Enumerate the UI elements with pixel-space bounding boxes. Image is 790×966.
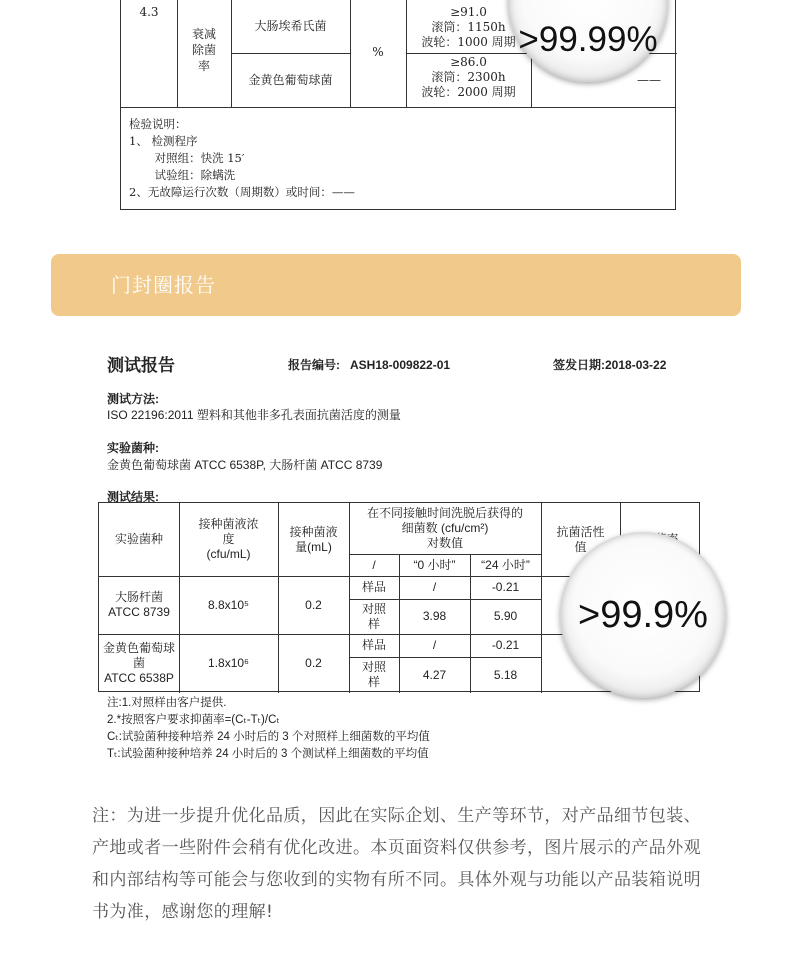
strain-label: 实验菌种: (107, 441, 159, 455)
sample-0h: / (432, 580, 437, 594)
unit-label: % (372, 45, 384, 59)
note-line: 注:1.对照样由客户提供. (107, 697, 227, 709)
strain-text: 金黄色葡萄球菌 ATCC 6538P, 大肠杆菌 ATCC 8739 (107, 458, 383, 472)
row-concentration: 8.8x10⁵ (207, 597, 249, 612)
method-text: ISO 22196:2011 塑料和其他非多孔表面抗菌活度的测量 (107, 408, 401, 422)
item-number: 4.3 (139, 5, 159, 19)
control-0h: 3.98 (422, 609, 447, 623)
disclaimer-note: 注：为进一步提升优化品质，因此在实际企划、生产等环节，对产品细节包装、产地或者一些附件会稍有优化改进。本页面资料仅供参考，图片展示的产品外观和内部结构等可能会与您收到的实物有所不同。具体外观与功能以产品装箱说明书为准，感谢您的理解! (92, 806, 701, 922)
test-notes (120, 108, 676, 210)
magnifier-lens (560, 532, 726, 698)
sample-24h: -0.21 (491, 580, 520, 594)
result-text: —— (637, 73, 661, 87)
row-volume: 0.2 (305, 597, 322, 612)
top-report-fragment (120, 0, 676, 210)
header-strain: 实验菌种 (114, 532, 163, 546)
magnified-value: >99.9% (578, 593, 708, 636)
report-title: 测试报告 (107, 356, 175, 375)
report-notes (107, 695, 430, 763)
header-count: 在不同接触时间洗脱后获得的 细菌数 (cfu/cm²) 对数值 (366, 506, 523, 550)
subheader: “0 小时” (413, 557, 456, 572)
header-activity: 抗菌活性 值 (556, 524, 605, 554)
sample-label: 样品 (361, 638, 386, 652)
subheader: “24 小时” (481, 557, 530, 572)
row-volume: 0.2 (305, 656, 322, 670)
requirement-text: ≥91.0 滚筒：1150h 波轮：1000 周期 (421, 5, 516, 49)
control-0h: 4.27 (422, 667, 447, 682)
control-label: 对照 样 (361, 601, 386, 631)
note-line: 对照组：快洗 15′ (129, 151, 245, 165)
item-name: 衰减 除菌 率 (191, 27, 216, 73)
note-line: 试验组：除螨洗 (129, 168, 236, 182)
magnified-value: >99.99% (518, 20, 658, 59)
bacteria-name: 大肠埃希氏菌 (254, 19, 327, 33)
sample-label: 样品 (361, 580, 386, 594)
report-number: 报告编号: ASH18-009822-01 (288, 358, 451, 372)
note-line: 1、 检测程序 (129, 134, 198, 148)
row-strain: 大肠杆菌 ATCC 8739 (108, 590, 170, 619)
sample-24h: -0.21 (491, 638, 520, 652)
control-24h: 5.90 (493, 609, 518, 623)
note-line: 2.*按照客户要求抑菌率=(Cₜ-Tₜ)/Cₜ (107, 714, 280, 726)
requirement-text: ≥86.0 滚筒：2300h 波轮：2000 周期 (421, 55, 516, 99)
control-24h: 5.18 (493, 667, 518, 682)
row-concentration: 1.8x10⁶ (208, 656, 249, 670)
sample-0h: / (432, 638, 437, 652)
header-volume: 接种菌液 量(mL) (289, 524, 338, 554)
method-label: 测试方法: (107, 392, 159, 406)
header-concentration: 接种菌液浓 度 (cfu/mL) (198, 517, 259, 561)
note-line: 2、无故障运行次数（周期数）或时间：—— (129, 185, 355, 199)
test-report (98, 345, 708, 765)
note-line: Cₜ:试验菌种接种培养 24 小时后的 3 个对照样上细菌数的平均值 (107, 731, 430, 743)
section-title: 门封圈报告 (111, 273, 216, 297)
note-line: 检验说明： (129, 117, 187, 131)
subheader: / (372, 557, 376, 572)
control-label: 对照 样 (361, 660, 386, 689)
row-strain: 金黄色葡萄球 菌 ATCC 6538P (102, 641, 175, 685)
bacteria-name: 金黄色葡萄球菌 (248, 73, 333, 87)
section-banner (51, 254, 741, 316)
note-line: Tₜ:试验菌种接种培养 24 小时后的 3 个测试样上细菌数的平均值 (107, 748, 429, 760)
issue-date: 签发日期:2018-03-22 (553, 358, 667, 372)
result-label: 测试结果: (107, 490, 159, 504)
